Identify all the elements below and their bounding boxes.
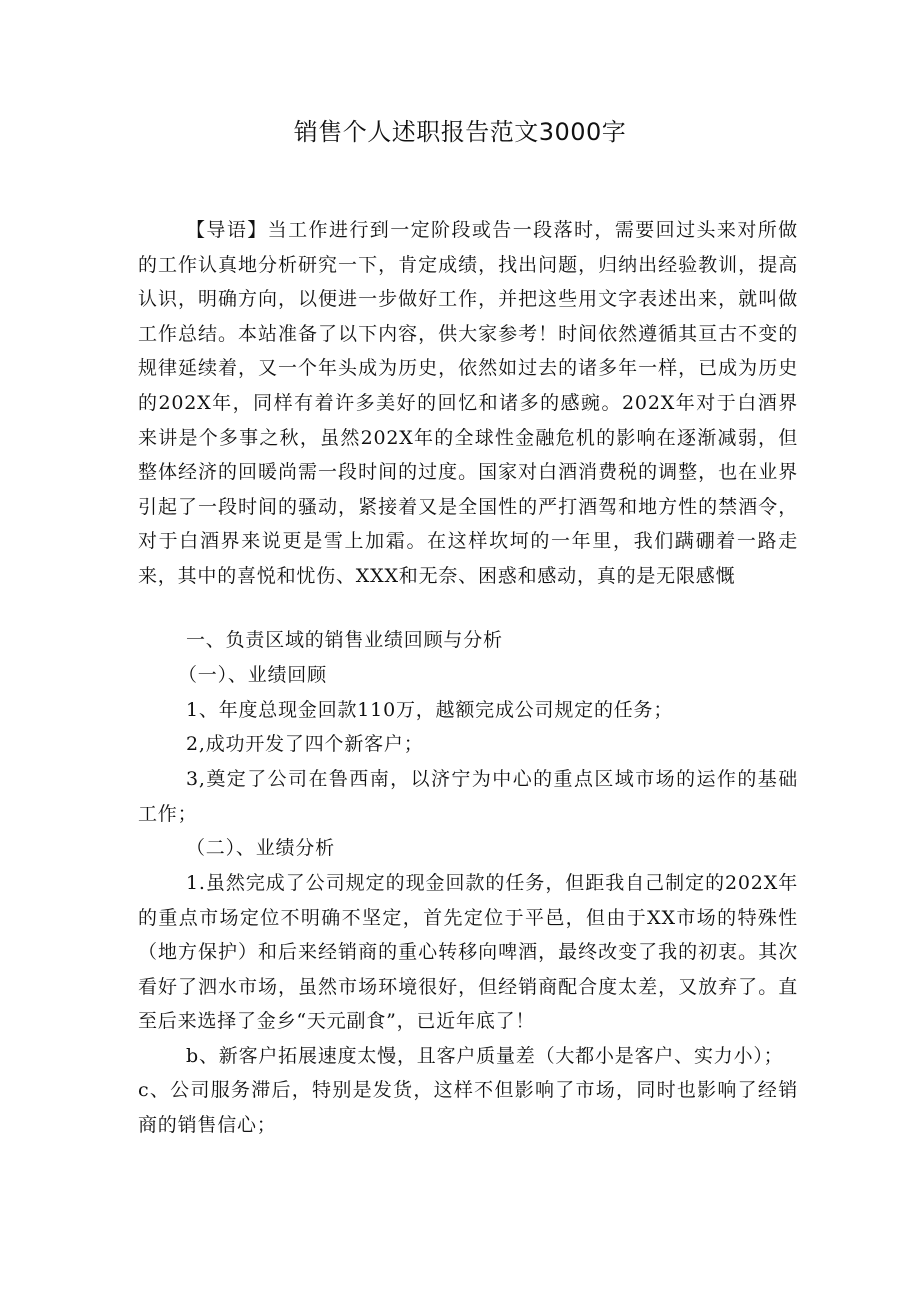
- intro-paragraph: 【导语】当工作进行到一定阶段或告一段落时，需要回过头来对所做的工作认真地分析研究一下，肯定成绩，找出问题，归纳出经验教训，提高认识，明确方向，以便进一步做好工作，并把这些用文字表述出来，就叫做工作总结。本站准备了以下内容，供大家参考！时间依然遵循其亘古不变的规律延续着，又一个年头成为历史，依然如过去的诸多年一样，已成为历史的202X年，同样有着许多美好的回忆和诸多的感豌。202X年对于白酒界来讲是个多事之秋，虽然202X年的全球性金融危机的影响在逐渐减弱，但整体经济的回暖尚需一段时间的过度。国家对白酒消费税的调整，也在业界引起了一段时间的骚动，紧接着又是全国性的严打酒驾和地方性的禁酒令，对于白酒界来说更是雪上加霜。在这样坎坷的一年里，我们蹒硼着一路走来，其中的喜悦和忧伤、XXX和无奈、困惑和感动，真的是无限感慨: [138, 219, 798, 587]
- page-title: 销售个人述职报告范文3000字: [293, 118, 627, 146]
- list-item: 1、年度总现金回款110万，越额完成公司规定的任务；: [186, 699, 674, 721]
- analysis-paragraph: 1.虽然完成了公司规定的现金回款的任务，但距我自己制定的202X年的重点市场定位不明确不坚定，首先定位于平邑，但由于XX市场的特殊性（地方保护）和后来经销商的重心转移向啤酒，最终改变了我的初衷。其次看好了泗水市场，虽然市场环境很好，但经销商配合度太差，又放弃了。直至后来选择了金乡“天元副食”，已近年底了！: [138, 872, 798, 1033]
- subsection-heading: （二）、业绩分析: [186, 837, 335, 859]
- list-item: 3,奠定了公司在鲁西南，以济宁为中心的重点区域市场的运作的基础工作；: [138, 768, 798, 825]
- subsection-heading: （一）、业绩回顾: [178, 664, 327, 686]
- analysis-paragraph: b、新客户拓展速度太慢，且客户质量差（大都小是客户、实力小）；: [186, 1045, 784, 1067]
- list-item: 2,成功开发了四个新客户；: [186, 733, 424, 755]
- analysis-paragraph: c、公司服务滞后，特别是发货，这样不但影响了市场，同时也影响了经销商的销售信心；: [138, 1079, 798, 1136]
- section-heading: 一、负责区域的销售业绩回顾与分析: [186, 629, 503, 651]
